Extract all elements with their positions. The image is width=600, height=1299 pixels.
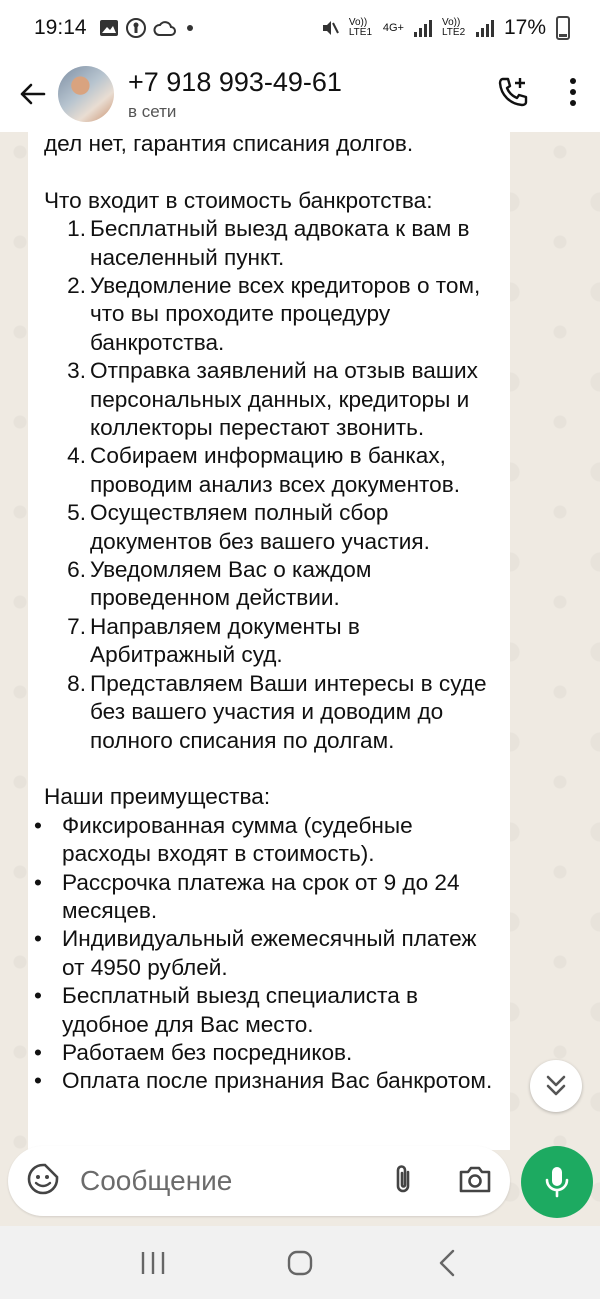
list-item: 3. Отправка заявлений на отзыв ваших персональных данных, кредиторы и коллекторы перестают звонить.	[67, 358, 478, 441]
back-nav-button[interactable]	[417, 1233, 477, 1293]
recent-apps-button[interactable]	[123, 1233, 183, 1293]
section-title: Наши преимущества:	[44, 784, 271, 810]
list-item: 6. Уведомляем Вас о каждом проведенном действии.	[67, 557, 372, 611]
message-input[interactable]	[78, 1164, 372, 1198]
list-item: • Работаем без посредников.	[34, 1039, 353, 1065]
system-navigation-bar	[0, 1226, 600, 1299]
network-lte1: Vo)) LTE1	[348, 17, 373, 38]
signal-1-icon	[414, 19, 432, 37]
battery-percent: 17%	[503, 16, 546, 39]
home-button[interactable]	[270, 1233, 330, 1293]
section-title: Что входит в стоимость банкротства:	[44, 187, 433, 213]
scroll-to-bottom-button[interactable]	[530, 1060, 582, 1112]
list-item: 5. Осуществляем полный сбор документов без вашего участия.	[67, 500, 430, 554]
add-call-button[interactable]	[496, 75, 530, 114]
list-item: 8. Представляем Ваши интересы в суде без вашего участия и доводим до полного списания по долгам.	[67, 670, 487, 753]
microphone-icon	[544, 1165, 570, 1199]
status-bar	[0, 0, 600, 56]
contact-info[interactable]	[128, 67, 342, 122]
contact-status: в сети	[128, 101, 177, 121]
list-item: • Рассрочка платежа на срок от 9 до 24 месяцев.	[34, 869, 460, 923]
message-line: дел нет, гарантия списания долгов.	[44, 132, 414, 156]
home-icon	[286, 1249, 314, 1277]
privacy-icon	[125, 17, 147, 39]
list-item: • Индивидуальный ежемесячный платеж от 4950 рублей.	[34, 926, 477, 980]
arrow-left-icon	[18, 82, 46, 106]
cloud-icon	[153, 19, 177, 37]
emoji-button[interactable]	[26, 1162, 60, 1201]
battery-icon	[556, 16, 570, 40]
more-vertical-icon	[568, 77, 578, 107]
voice-message-button[interactable]	[521, 1146, 593, 1218]
advantages-list	[30, 812, 494, 1096]
list-item: 2. Уведомление всех кредиторов о том, что вы проходите процедуру банкротства.	[67, 273, 481, 355]
signal-2-icon	[476, 19, 494, 37]
gallery-icon	[99, 19, 119, 37]
chat-header	[0, 56, 600, 132]
message-bubble[interactable]	[28, 132, 510, 1150]
message-composer	[8, 1146, 510, 1216]
more-options-button[interactable]	[568, 77, 578, 112]
attach-button[interactable]	[392, 1162, 414, 1201]
phone-plus-icon	[496, 75, 530, 109]
mute-icon	[321, 19, 339, 37]
contact-avatar[interactable]	[58, 66, 114, 122]
list-item: • Оплата после признания Вас банкротом.	[34, 1068, 493, 1094]
network-type: 4G+	[382, 22, 404, 34]
camera-icon	[458, 1164, 492, 1194]
status-time: 19:14	[34, 16, 87, 39]
list-item: 7. Направляем документы в Арбитражный суд.	[67, 613, 360, 668]
services-list	[44, 215, 494, 755]
sticker-emoji-icon	[26, 1162, 60, 1196]
paperclip-icon	[392, 1162, 414, 1196]
recent-apps-icon	[139, 1250, 167, 1276]
list-item: • Бесплатный выезд специалиста в удобное для Вас место.	[34, 983, 419, 1037]
back-button[interactable]	[14, 76, 50, 112]
double-chevron-down-icon	[545, 1074, 567, 1098]
chat-area[interactable]	[0, 132, 600, 1222]
list-item: • Фиксированная сумма (судебные расходы входят в стоимость).	[34, 812, 413, 867]
list-item: 4. Собираем информацию в банках, проводим анализ всех документов.	[67, 443, 460, 497]
camera-button[interactable]	[458, 1164, 492, 1199]
notification-dot-icon	[187, 25, 193, 31]
message-text	[34, 132, 494, 1096]
network-lte2: Vo)) LTE2	[441, 17, 466, 38]
contact-name: +7 918 993-49-61	[128, 66, 342, 97]
chevron-left-icon	[438, 1249, 456, 1277]
list-item: 1. Бесплатный выезд адвоката к вам в населенный пункт.	[67, 216, 470, 270]
